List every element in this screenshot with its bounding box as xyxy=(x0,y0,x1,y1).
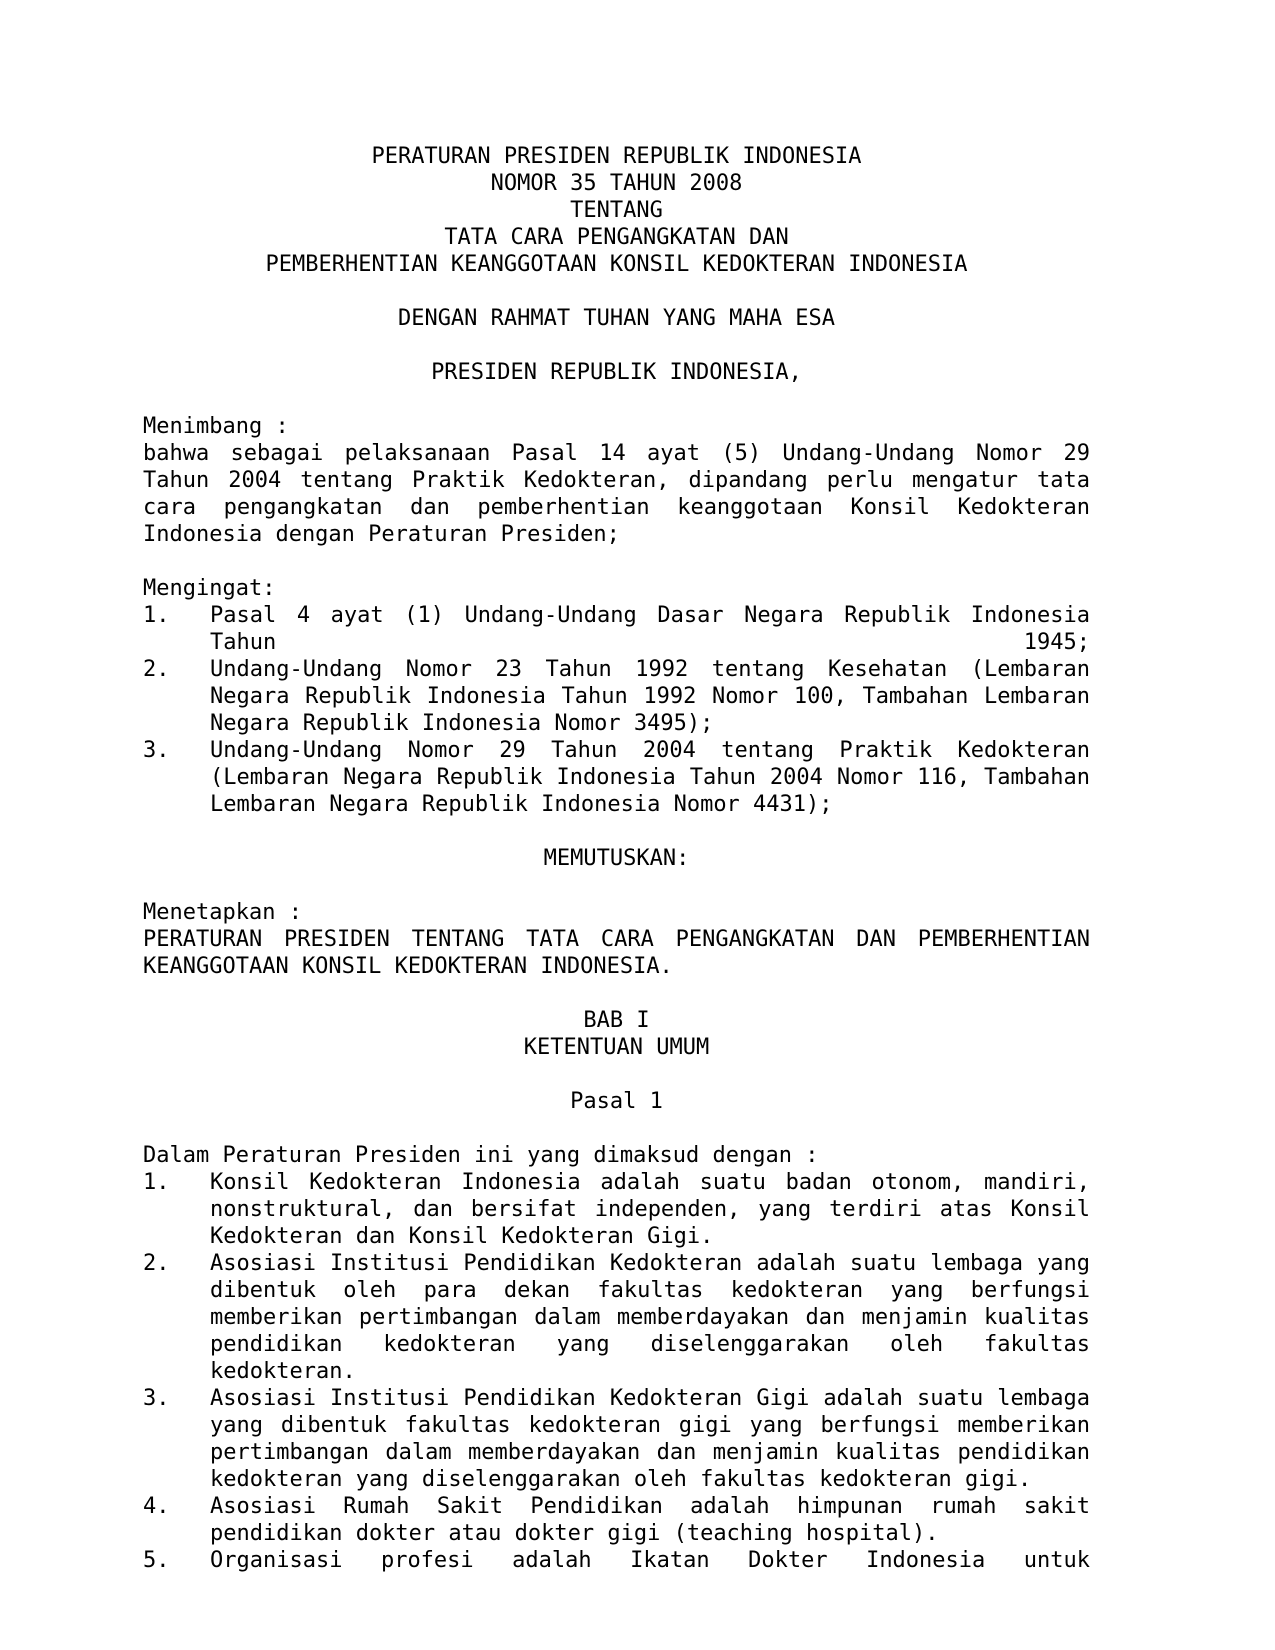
recalling-section xyxy=(143,575,1090,818)
title-line-2-number-year: NOMOR 35 TAHUN 2008 xyxy=(490,171,743,196)
list-item-number: 3. xyxy=(143,1386,170,1411)
list-item-text: Undang-Undang Nomor 23 Tahun 1992 tentang Kesehatan (Lembaran Negara Republik Indonesia Tahun 1992 Nomor 100, Tambahan Lembaran Negara Republik Indonesia Nomor 3495); xyxy=(210,657,1090,736)
title-line-5: PEMBERHENTIAN KEANGGOTAAN KONSIL KEDOKTERAN INDONESIA xyxy=(265,252,968,277)
article-lead-in: Dalam Peraturan Presiden ini yang dimaksud dengan : xyxy=(143,1143,819,1168)
chapter-number: BAB I xyxy=(583,1008,650,1033)
document-body xyxy=(143,143,1090,1574)
list-item-number: 1. xyxy=(143,603,170,628)
spacer xyxy=(143,1115,1090,1142)
recalling-label: Mengingat: xyxy=(143,576,276,601)
considering-text: bahwa sebagai pelaksanaan Pasal 14 ayat (5) Undang-Undang Nomor 29 Tahun 2004 tentang Praktik Kedokteran, dipandang perlu mengatur tata cara pengangkatan dan pemberhentian keanggotaan Konsil Kedokteran Indonesia dengan Peraturan Presiden; xyxy=(143,441,1090,547)
list-item-text: Konsil Kedokteran Indonesia adalah suatu badan otonom, mandiri, nonstruktural, dan bersifat independen, yang terdiri atas Konsil Kedokteran dan Konsil Kedokteran Gigi. xyxy=(210,1170,1090,1249)
list-item-text: Pasal 4 ayat (1) Undang-Undang Dasar Negara Republik Indonesia Tahun 1945; xyxy=(210,603,1090,655)
spacer xyxy=(143,278,1090,305)
article-heading: Pasal 1 xyxy=(570,1089,663,1114)
blessing-line: DENGAN RAHMAT TUHAN YANG MAHA ESA xyxy=(397,306,836,331)
list-item-number: 4. xyxy=(143,1494,170,1519)
list-item xyxy=(143,656,1090,737)
spacer xyxy=(143,1061,1090,1088)
list-item xyxy=(143,602,1090,656)
list-item xyxy=(143,1169,1090,1250)
chapter-heading xyxy=(143,1007,1090,1061)
spacer xyxy=(143,872,1090,899)
spacer xyxy=(143,332,1090,359)
list-item-text: Asosiasi Rumah Sakit Pendidikan adalah himpunan rumah sakit pendidikan dokter atau dokter gigi (teaching hospital). xyxy=(210,1494,1090,1546)
considering-label: Menimbang : xyxy=(143,414,289,439)
spacer xyxy=(143,548,1090,575)
list-item xyxy=(143,1547,1090,1574)
title-line-4: TATA CARA PENGANGKATAN DAN xyxy=(444,225,789,250)
article-body xyxy=(143,1142,1090,1574)
chapter-title: KETENTUAN UMUM xyxy=(523,1035,710,1060)
recalling-list xyxy=(143,602,1090,818)
list-item xyxy=(143,1493,1090,1547)
list-item-text: Asosiasi Institusi Pendidikan Kedokteran Gigi adalah suatu lembaga yang dibentuk fakultas kedokteran gigi yang berfungsi memberikan pertimbangan dalam memberdayakan dan menjamin kualitas pendidikan kedokteran yang diselenggarakan oleh fakultas kedokteran gigi. xyxy=(210,1386,1090,1492)
definitions-list xyxy=(143,1169,1090,1574)
list-item xyxy=(143,1385,1090,1493)
list-item-number: 5. xyxy=(143,1548,170,1573)
list-item-text: Asosiasi Institusi Pendidikan Kedokteran adalah suatu lembaga yang dibentuk oleh para dekan fakultas kedokteran yang berfungsi memberikan pertimbangan dalam memberdayakan dan menjamin kualitas pendidikan kedokteran yang diselenggarakan oleh fakultas kedokteran. xyxy=(210,1251,1090,1384)
title-block xyxy=(143,143,1090,278)
spacer xyxy=(143,386,1090,413)
title-line-3-tentang: TENTANG xyxy=(570,198,663,223)
list-item-number: 2. xyxy=(143,657,170,682)
list-item-text: Organisasi profesi adalah Ikatan Dokter Indonesia untuk xyxy=(210,1548,1090,1573)
title-line-1: PERATURAN PRESIDEN REPUBLIK INDONESIA xyxy=(371,144,862,169)
list-item-text: Undang-Undang Nomor 29 Tahun 2004 tentang Praktik Kedokteran (Lembaran Negara Republik Indonesia Tahun 2004 Nomor 116, Tambahan Lembaran Negara Republik Indonesia Nomor 4431); xyxy=(210,738,1090,817)
spacer xyxy=(143,980,1090,1007)
considering-section xyxy=(143,413,1090,548)
list-item-number: 3. xyxy=(143,738,170,763)
deciding-heading: MEMUTUSKAN: xyxy=(543,846,690,871)
list-item-number: 2. xyxy=(143,1251,170,1276)
list-item xyxy=(143,1250,1090,1385)
issuer-line: PRESIDEN REPUBLIK INDONESIA, xyxy=(431,360,802,385)
spacer xyxy=(143,818,1090,845)
list-item-number: 1. xyxy=(143,1170,170,1195)
deciding-section xyxy=(143,899,1090,980)
list-item xyxy=(143,737,1090,818)
deciding-label: Menetapkan : xyxy=(143,900,302,925)
deciding-text: PERATURAN PRESIDEN TENTANG TATA CARA PENGANGKATAN DAN PEMBERHENTIAN KEANGGOTAAN KONSIL KEDOKTERAN INDONESIA. xyxy=(143,927,1090,979)
